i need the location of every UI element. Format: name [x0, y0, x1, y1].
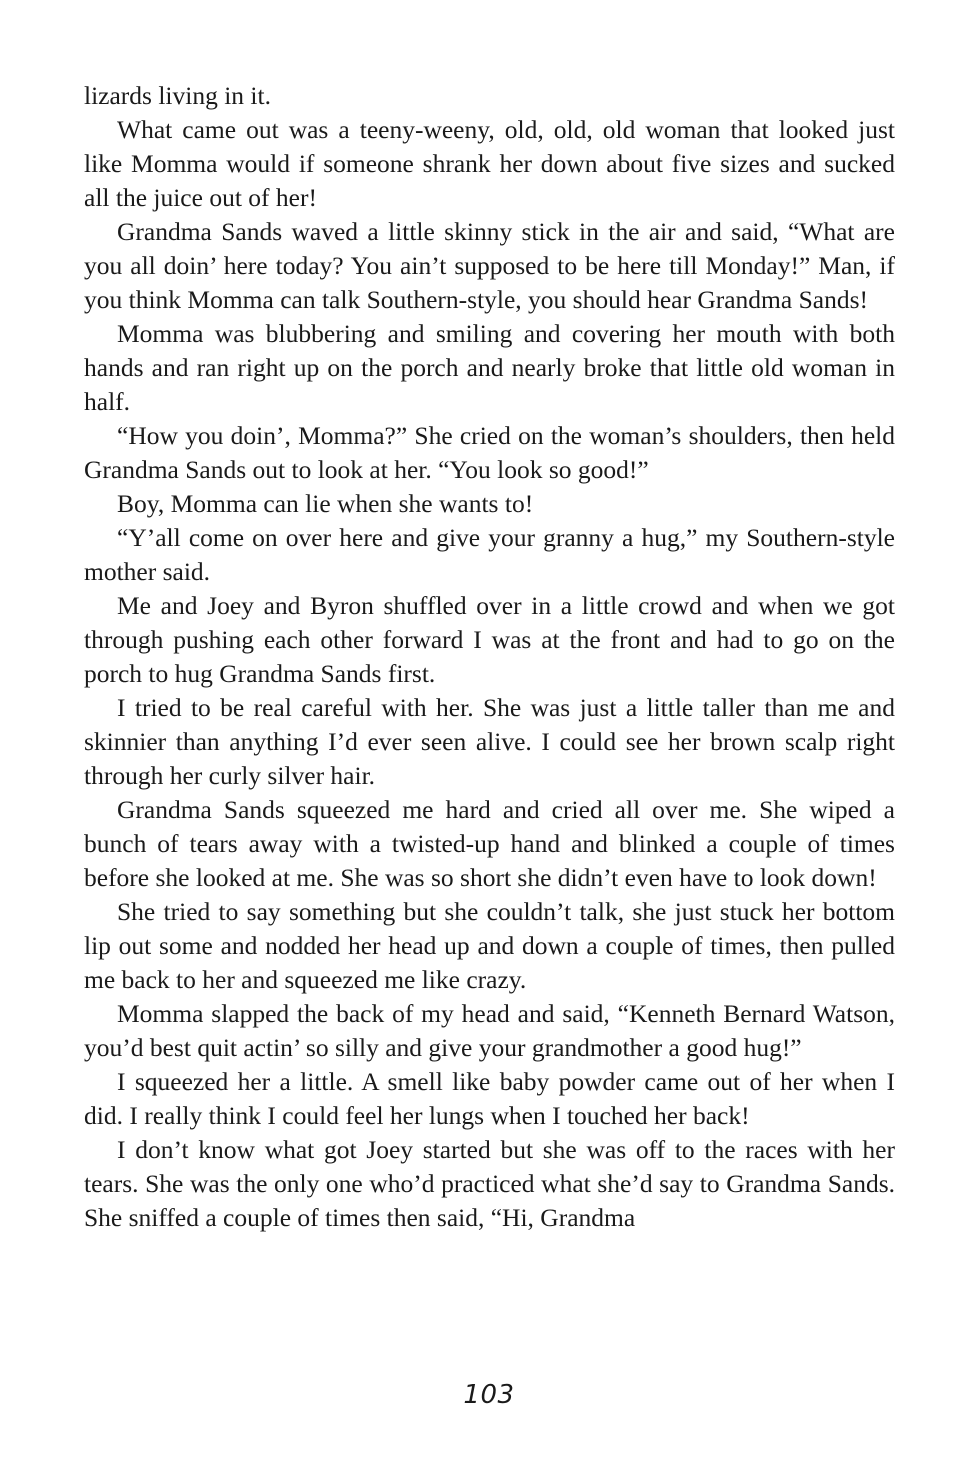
paragraph: Grandma Sands waved a little skinny stick in the air and said, “What are you all doin’ here today? You ain’t supposed to be here till Monday!” Man, if you think Momma can talk Southern-style, you should hear Grandma Sands! [84, 217, 895, 314]
paragraph: “Y’all come on over here and give your granny a hug,” my Southern-style mother said. [84, 523, 895, 586]
paragraph: I squeezed her a little. A smell like baby powder came out of her when I did. I really think I could feel her lungs when I touched her back! [84, 1067, 895, 1130]
paragraph: “How you doin’, Momma?” She cried on the woman’s shoulders, then held Grandma Sands out to look at her. “You look so good!” [84, 421, 895, 484]
paragraph: She tried to say something but she couldn’t talk, she just stuck her bottom lip out some and nodded her head up and down a couple of times, then pulled me back to her and squeezed me like crazy. [84, 897, 895, 994]
page-body [84, 79, 895, 1235]
paragraph: I tried to be real careful with her. She was just a little taller than me and skinnier than anything I’d ever seen alive. I could see her brown scalp right through her curly silver hair. [84, 693, 895, 790]
paragraph: Grandma Sands squeezed me hard and cried all over me. She wiped a bunch of tears away with a twisted-up hand and blinked a couple of times before she looked at me. She was so short she didn’t even have to look down! [84, 795, 895, 892]
paragraph: I don’t know what got Joey started but she was off to the races with her tears. She was the only one who’d practiced what she’d say to Grandma Sands. She sniffed a couple of times then said, “Hi, Grandma [84, 1135, 895, 1232]
paragraph: Momma slapped the back of my head and said, “Kenneth Bernard Watson, you’d best quit actin’ so silly and give your grandmother a good hug!” [84, 999, 895, 1062]
paragraph: Boy, Momma can lie when she wants to! [117, 489, 534, 518]
paragraph: What came out was a teeny-weeny, old, old, old woman that looked just like Momma would if someone shrank her down about five sizes and sucked all the juice out of her! [84, 115, 895, 212]
page-number: 103 [463, 1380, 515, 1410]
paragraph: Momma was blubbering and smiling and covering her mouth with both hands and ran right up on the porch and nearly broke that little old woman in half. [84, 319, 895, 416]
paragraph-continued: lizards living in it. [84, 81, 271, 110]
paragraph: Me and Joey and Byron shuffled over in a little crowd and when we got through pushing each other forward I was at the front and had to go on the porch to hug Grandma Sands first. [84, 591, 895, 688]
